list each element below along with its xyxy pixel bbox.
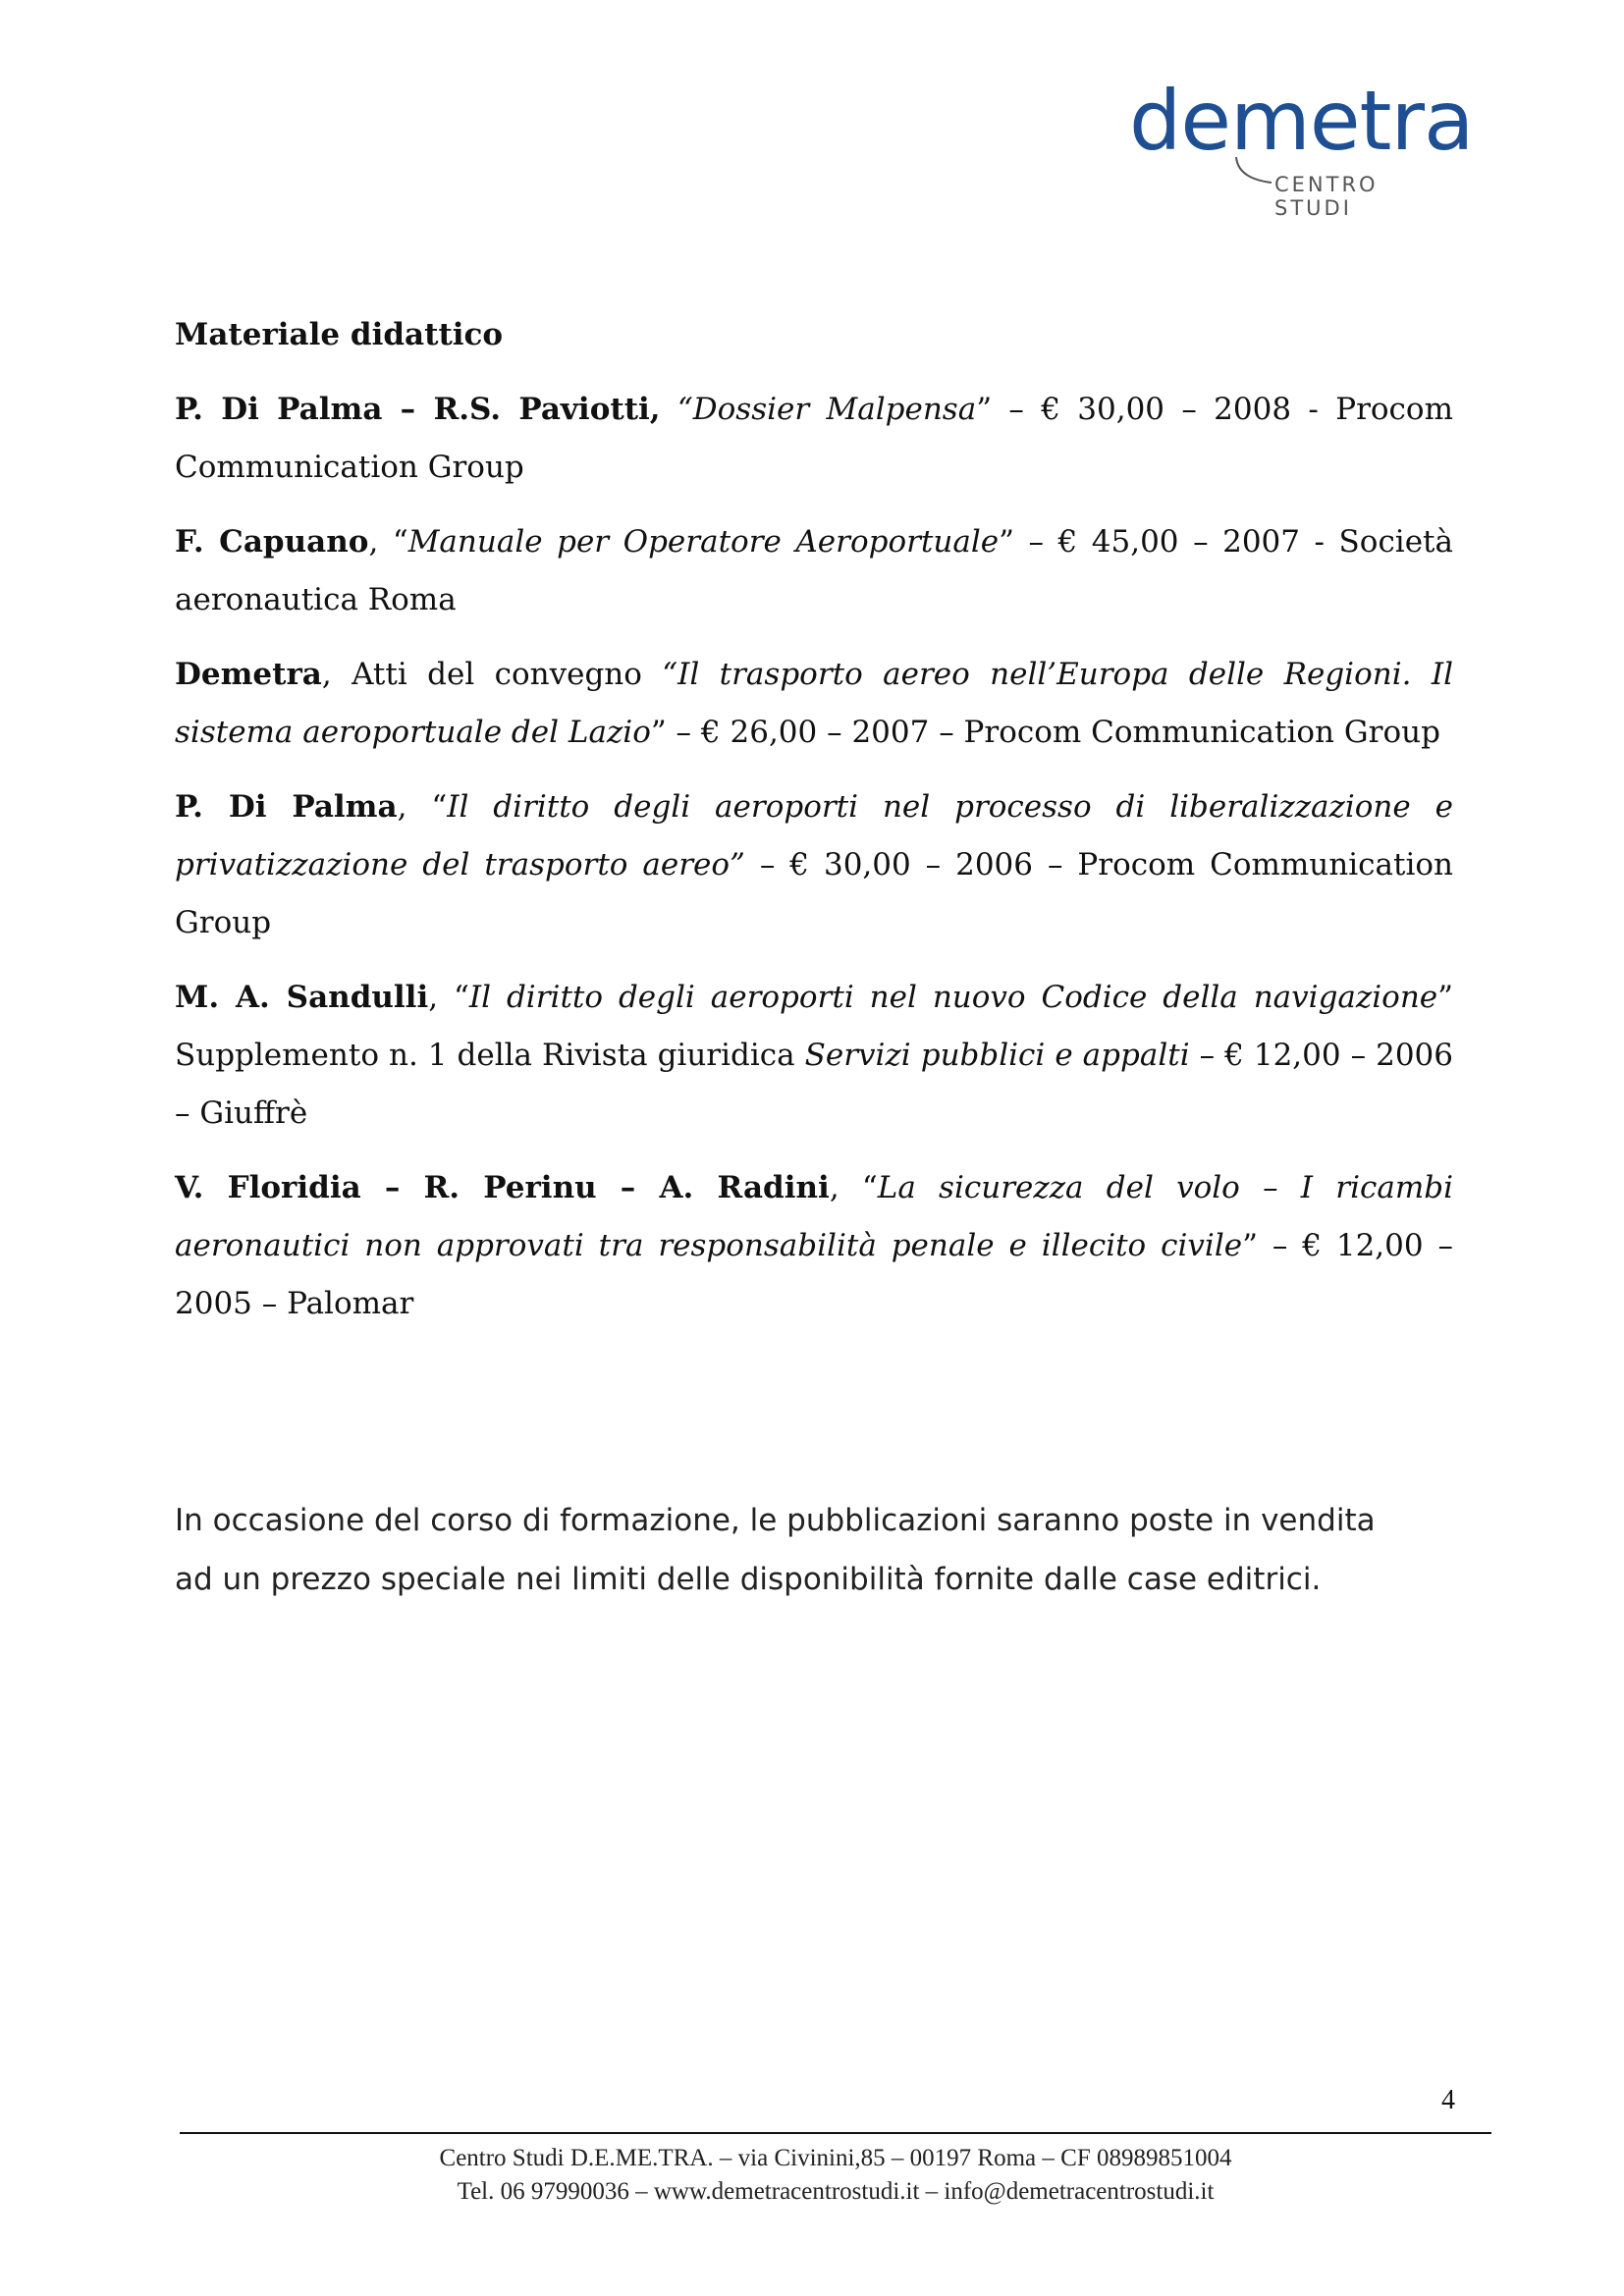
- document-body: [175, 306, 1453, 1350]
- entry-authors: P. Di Palma: [175, 789, 398, 825]
- entry-authors: V. Floridia – R. Perinu – A. Radini: [175, 1170, 830, 1205]
- entry-connector: , “: [397, 789, 448, 825]
- entry-title: La sicurezza del volo – I ricambi aeronautici non approvati tra responsabilità penale e illecito civile: [175, 1170, 1453, 1263]
- bibliography-entry: [175, 646, 1453, 762]
- bibliography-entry: [175, 513, 1453, 629]
- entry-authors: Demetra: [175, 657, 322, 692]
- bibliography-entry: [175, 969, 1453, 1143]
- entry-details-2: – € 12,00 – 2006 – Giuffrè: [175, 1038, 1453, 1131]
- footer-contacts: Tel. 06 97990036 – www.demetracentrostudi.it – info@demetracentrostudi.it: [457, 2178, 1215, 2205]
- entry-title: Il diritto degli aeroporti nel nuovo Codice della navigazione: [468, 980, 1438, 1015]
- entry-authors: P. Di Palma – R.S. Paviotti,: [175, 392, 661, 427]
- logo-wordmark: demetra: [1129, 73, 1474, 169]
- entry-title: “Dossier Malpensa: [677, 392, 977, 427]
- section-heading: Materiale didattico: [175, 317, 504, 352]
- bibliography-list: [175, 381, 1453, 1333]
- entry-details: ” Supplemento n. 1 della Rivista giuridica: [175, 980, 1453, 1073]
- logo-subtitle: CENTRO STUDI: [1274, 173, 1379, 220]
- bibliography-entry: [175, 1159, 1453, 1333]
- closing-line-2: ad un prezzo speciale nei limiti delle disponibilità fornite dalle case editrici.: [175, 1562, 1322, 1597]
- footer-address: Centro Studi D.E.ME.TRA. – via Civinini,85 – 00197 Roma – CF 08989851004: [439, 2145, 1232, 2171]
- footer-divider: [180, 2132, 1491, 2134]
- bibliography-entry: [175, 778, 1453, 952]
- footer: [180, 2142, 1491, 2209]
- entry-details: ” – € 12,00 – 2005 – Palomar: [175, 1228, 1454, 1321]
- entry-journal: Servizi pubblici e appalti: [804, 1038, 1190, 1073]
- entry-connector: , “: [428, 980, 469, 1015]
- entry-title: Il diritto degli aeroporti nel processo di liberalizzazione e privatizzazione del trasporto aereo”: [175, 789, 1453, 882]
- entry-details: ” – € 30,00 – 2008 - Procom Communication Group: [175, 392, 1453, 485]
- entry-title: “Il trasporto aereo nell’Europa delle Regioni. Il sistema aeroportuale del Lazio: [175, 657, 1453, 750]
- entry-connector: , “: [368, 524, 408, 560]
- demetra-logo: [1129, 73, 1474, 220]
- closing-paragraph: [175, 1491, 1453, 1609]
- entry-connector: [661, 392, 677, 427]
- entry-title: Manuale per Operatore Aeroportuale: [407, 524, 1000, 560]
- closing-line-1: In occasione del corso di formazione, le pubblicazioni saranno poste in vendita: [175, 1503, 1376, 1538]
- entry-connector: , “: [829, 1170, 878, 1205]
- entry-details: ” – € 26,00 – 2007 – Procom Communication Group: [650, 715, 1440, 750]
- entry-authors: M. A. Sandulli: [175, 980, 429, 1015]
- entry-connector: , Atti del convegno: [321, 657, 663, 692]
- entry-details: ” – € 45,00 – 2007 - Società aeronautica Roma: [175, 524, 1454, 617]
- entry-details: – € 30,00 – 2006 – Procom Communication Group: [175, 847, 1453, 940]
- bibliography-entry: [175, 381, 1453, 497]
- page-number: 4: [1441, 2085, 1455, 2115]
- entry-authors: F. Capuano: [175, 524, 369, 560]
